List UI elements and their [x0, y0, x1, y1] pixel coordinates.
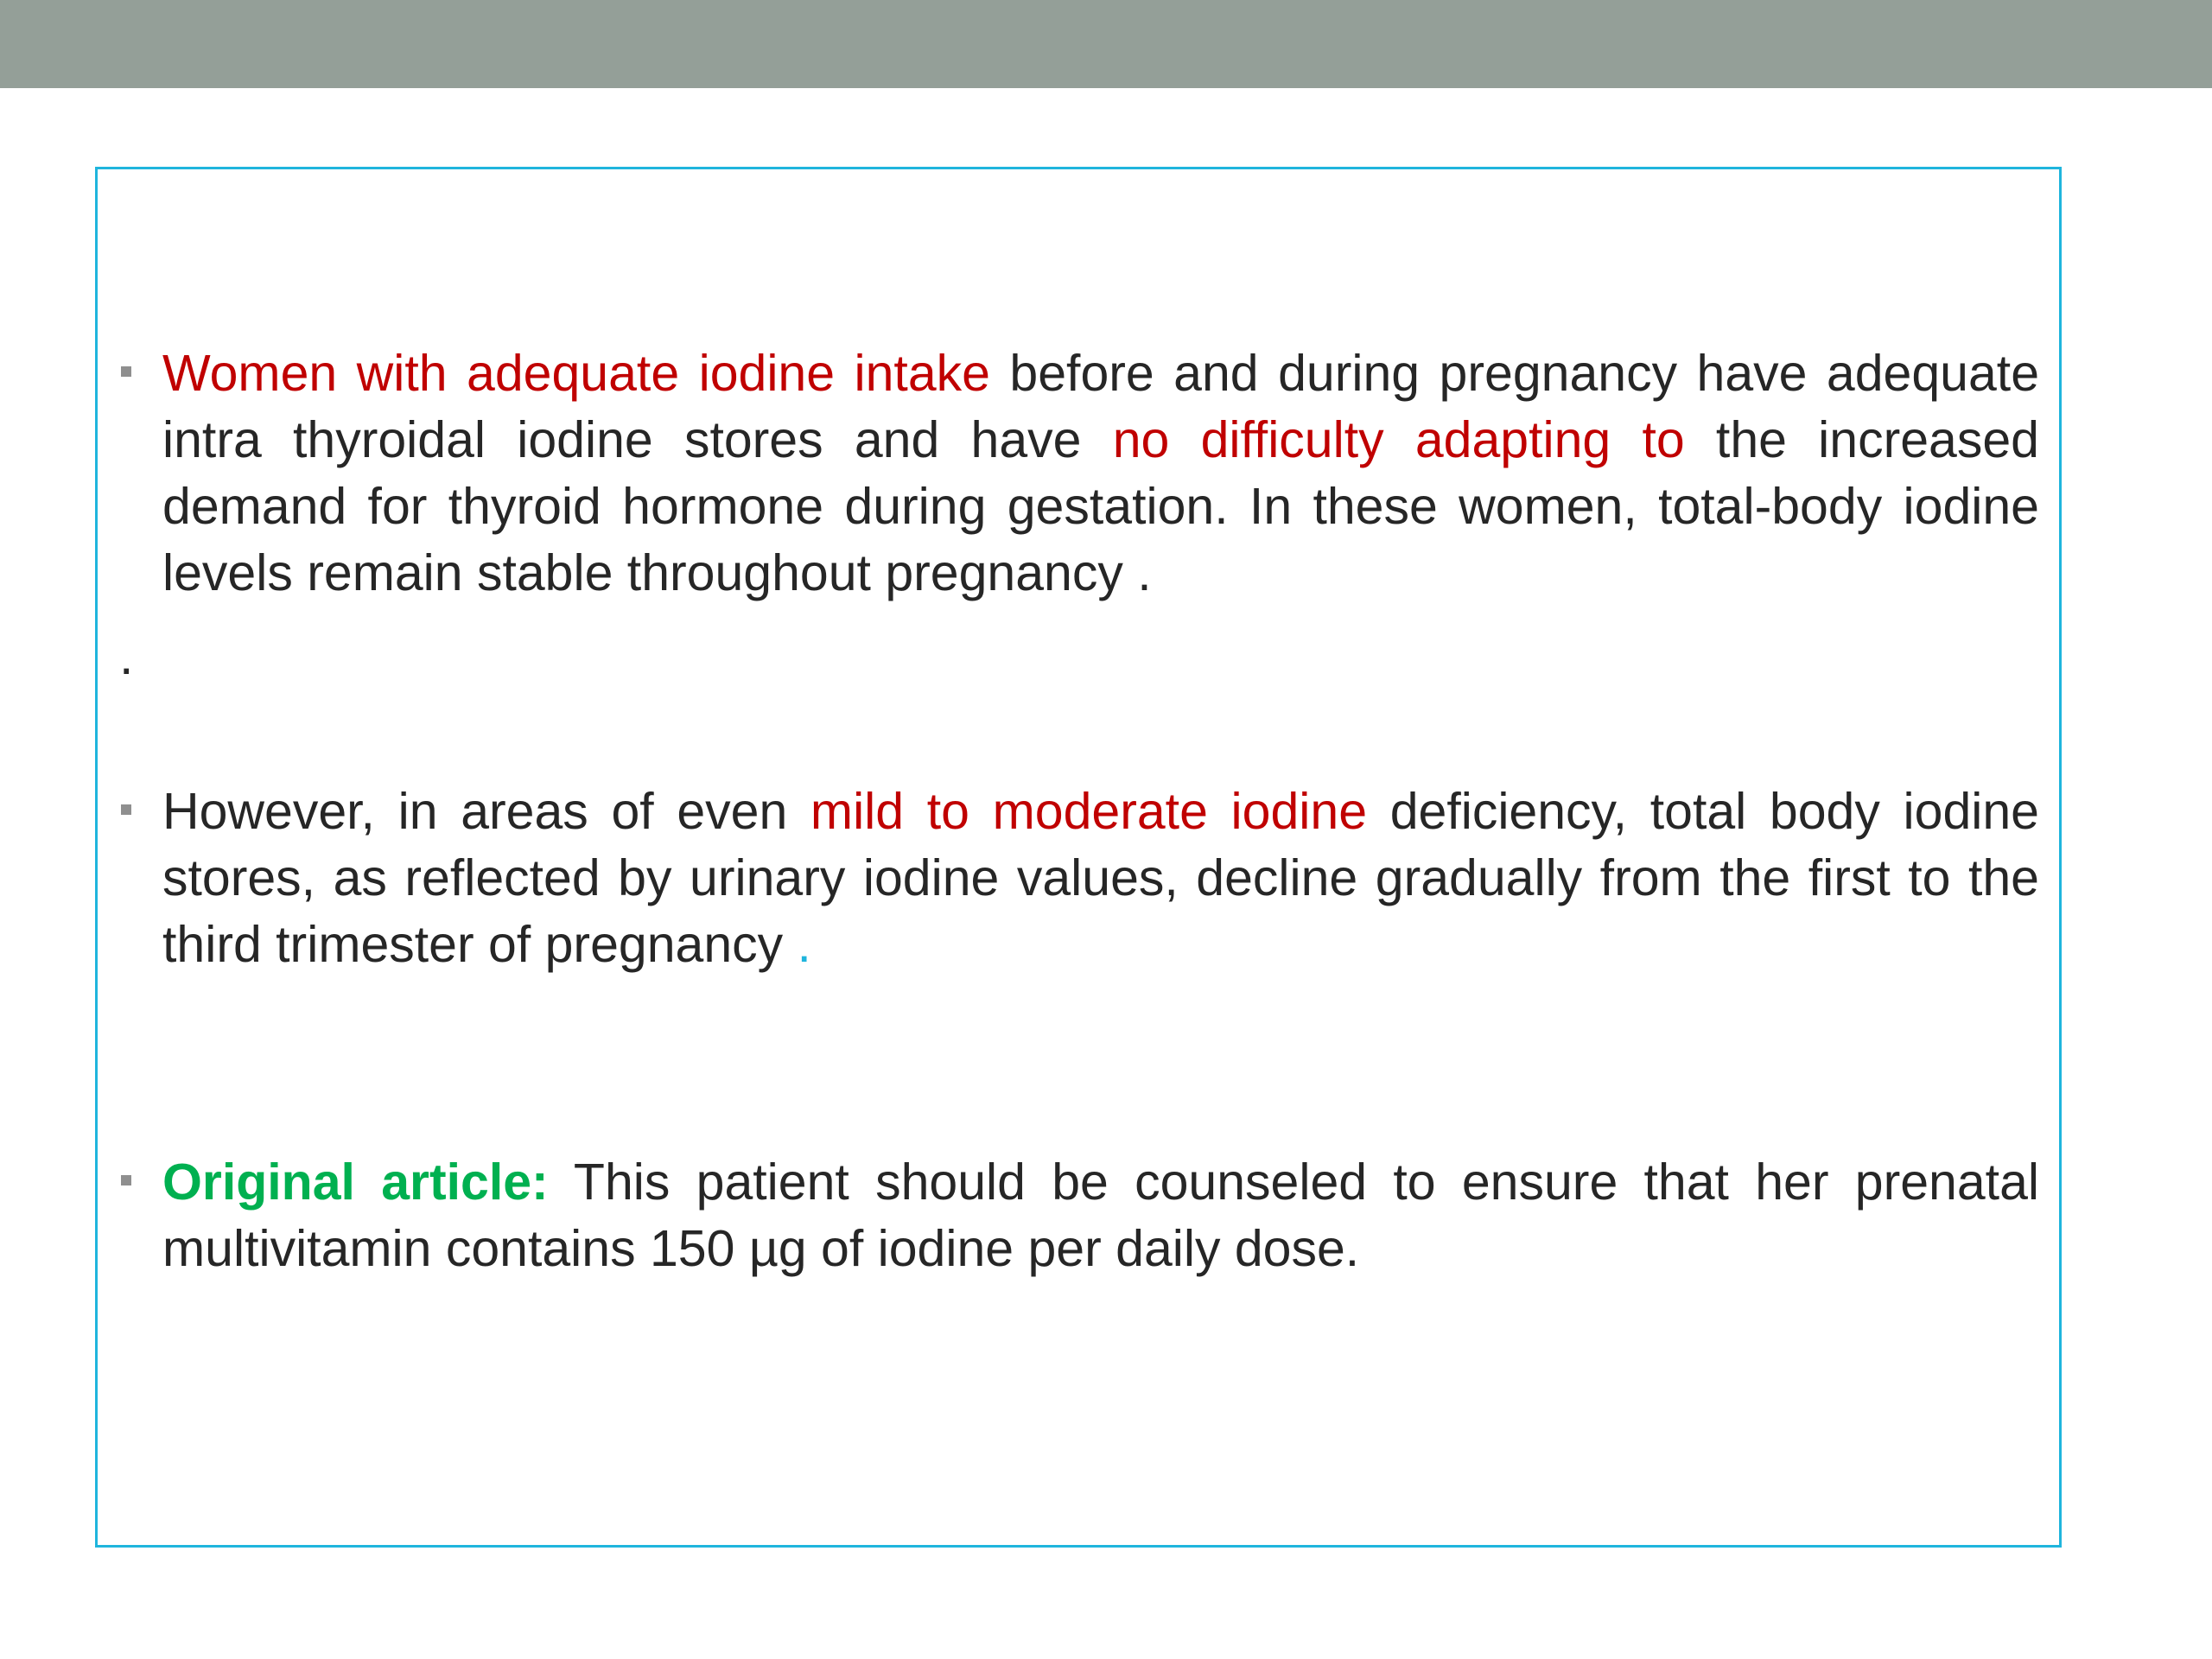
slide-header-bar	[0, 0, 2212, 88]
body-text: deficiency, total body iodine stores, as reflected by urinary iodine values, decline gradually from the first to the third trimester of pregnancy	[162, 783, 2039, 973]
bullet-original-article	[162, 1149, 2039, 1282]
body-text: However, in areas of even	[162, 783, 810, 840]
highlight-text: no difficulty adapting to	[1112, 411, 1685, 468]
body-text: This patient should be counseled to ensure that her prenatal multivitamin contains 150 µg of iodine per daily dose.	[162, 1154, 2039, 1277]
article-label: Original article:	[162, 1154, 549, 1211]
square-bullet-icon	[121, 1175, 131, 1185]
body-text: before and during pregnancy have adequate intra thyroidal iodine stores and have	[162, 345, 2040, 468]
highlight-text: mild to moderate iodine	[810, 783, 1368, 840]
end-dot: .	[797, 916, 811, 973]
square-bullet-icon	[121, 804, 131, 815]
bullet-adequate-iodine	[162, 340, 2039, 607]
square-bullet-icon	[121, 366, 131, 377]
stray-dot: .	[119, 628, 134, 685]
body-text: the increased demand for thyroid hormone during gestation. In these women, total-body iodine levels remain stable throughout pregnancy .	[162, 411, 2039, 601]
highlight-text: Women with adequate iodine intake	[162, 345, 990, 402]
bullet-iodine-deficiency	[162, 779, 2039, 978]
